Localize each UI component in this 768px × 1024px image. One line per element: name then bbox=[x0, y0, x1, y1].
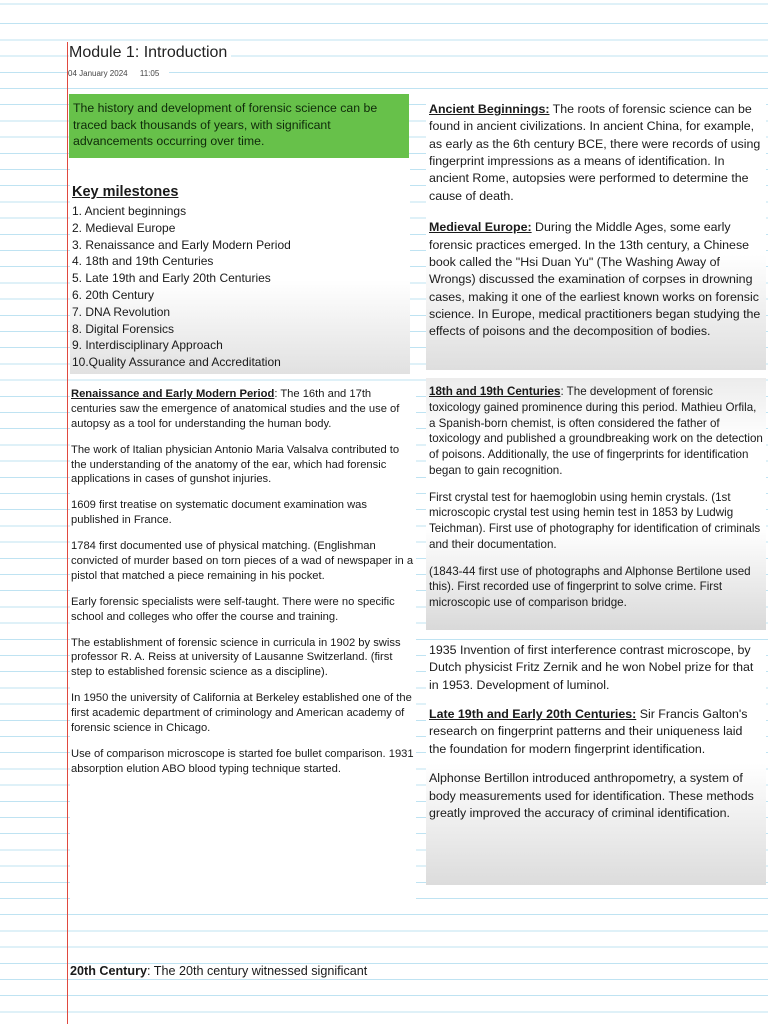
list-item: 1. Ancient beginnings bbox=[72, 204, 187, 218]
treatise-paragraph: 1609 first treatise on systematic document examination was published in France. bbox=[71, 499, 367, 527]
twentieth-heading: 20th Century bbox=[70, 964, 147, 978]
c18-paragraph bbox=[429, 384, 763, 479]
intro-highlight: The history and development of forensic science can be traced back thousands of years, with significant advancements occurring over time. bbox=[69, 94, 409, 158]
berkeley-paragraph: In 1950 the university of California at Berkeley established one of the first academic department of criminology and American academy of forensic science in Chicago. bbox=[71, 692, 412, 735]
medieval-paragraph bbox=[429, 219, 763, 341]
renaissance-paragraph bbox=[71, 387, 415, 432]
crystal-paragraph: First crystal test for haemoglobin using hemin crystals. (1st microscopic crystal test using hemin test in 1853 by Ludwig Teichman). First use of photography for identification of criminals and their documentation. bbox=[429, 490, 761, 551]
left-notes bbox=[70, 386, 416, 908]
bertilone-paragraph: (1843-44 first use of photographs and Alphonse Bertilone used this). First recorded use of fingerprint to solve crime. First microscopic use of comparison bridge. bbox=[429, 564, 751, 610]
list-item: 8. Digital Forensics bbox=[72, 321, 175, 336]
ancient-medieval-section bbox=[426, 95, 766, 370]
margin-line bbox=[67, 42, 68, 1024]
late-paragraph bbox=[429, 706, 763, 758]
c18-heading: 18th and 19th Centuries bbox=[429, 385, 561, 398]
renaissance-text: : The 16th and 17th centuries saw the emergence of anatomical studies and the use of autopsy as a tool for understanding the human body. bbox=[71, 388, 400, 430]
self-taught-paragraph: Early forensic specialists were self-taught. There were no specific school and colleges who offer the course and training. bbox=[71, 595, 395, 623]
late-heading: Late 19th and Early 20th Centuries: bbox=[429, 707, 637, 722]
list-item: 4. 18th and 19th Centuries bbox=[72, 254, 214, 269]
late-text: Sir Francis Galton's research on fingerprint patterns and their uniqueness laid the foundation for modern fingerprint identification. bbox=[429, 707, 748, 756]
list-item: 5. Late 19th and Early 20th Centuries bbox=[72, 271, 271, 286]
page-meta bbox=[68, 69, 169, 78]
milestones-section bbox=[70, 166, 410, 374]
curricula-paragraph: The establishment of forensic science in curricula in 1902 by swiss professor R. A. Reiss at university of Lausanne Switzerland. (first step to established forensic science as a discipline). bbox=[71, 636, 401, 679]
milestones-heading: Key milestones bbox=[72, 184, 179, 200]
twentieth-century-paragraph bbox=[70, 964, 410, 978]
ancient-paragraph bbox=[429, 101, 763, 205]
list-item: 9. Interdisciplinary Approach bbox=[72, 338, 223, 353]
bertillon-paragraph: Alphonse Bertillon introduced anthropometry, a system of body measurements used for identification. These methods greatly improved the accuracy of criminal identification. bbox=[429, 771, 754, 820]
list-item: 6. 20th Century bbox=[72, 287, 155, 302]
ancient-heading: Ancient Beginnings: bbox=[429, 102, 550, 116]
medieval-heading: Medieval Europe: bbox=[429, 220, 532, 235]
list-item: 7. DNA Revolution bbox=[72, 304, 171, 319]
comparison-microscope-paragraph: Use of comparison microscope is started foe bullet comparison. 1931 absorption elution ABO blood typing technique started. bbox=[71, 747, 414, 775]
renaissance-heading: Renaissance and Early Modern Period bbox=[71, 388, 275, 400]
page-date: 04 January 2024 bbox=[68, 69, 128, 78]
late-centuries-section bbox=[426, 642, 766, 885]
physical-matching-paragraph: 1784 first documented use of physical matching. (Englishman convicted of murder based on torn pieces of a wad of newspaper in a pistol that matched a piece remaining in his pocket. bbox=[71, 540, 414, 582]
page-time: 11:05 bbox=[139, 69, 160, 78]
list-item: 10.Quality Assurance and Accreditation bbox=[72, 355, 281, 370]
list-item: 2. Medieval Europe bbox=[72, 220, 176, 235]
page-title: Module 1: Introduction bbox=[69, 44, 231, 62]
twentieth-text: : The 20th century witnessed significant bbox=[146, 964, 368, 978]
valsalva-paragraph: The work of Italian physician Antonio Maria Valsalva contributed to the understanding of the anatomy of the ear, which had forensic applications in cases of gunshot injuries. bbox=[71, 443, 400, 486]
c18-text: : The development of forensic toxicology gained prominence during this period. Mathieu Orfila, a Spanish-born chemist, is often considered the father of toxicology and published a groundbreaking work on the detection of poisons. Additionally, the use of fingerprints for identification began to gain recognition. bbox=[429, 385, 763, 477]
centuries-section bbox=[426, 378, 766, 630]
zernik-paragraph: 1935 Invention of first interference contrast microscope, by Dutch physicist Fritz Zernik and he won Nobel prize for that in 1953. Development of luminol. bbox=[429, 643, 754, 692]
milestones-list bbox=[72, 203, 407, 371]
list-item: 3. Renaissance and Early Modern Period bbox=[72, 237, 291, 252]
medieval-text: During the Middle Ages, some early forensic practices emerged. In the 13th century, a Chinese book called the "Hsi Duan Yu" (The Washing Away of Wrongs) discussed the examination of corpses in drowning cases, making it one of the earliest known works on forensic science. In Europe, medical practitioners began studying the effects of poisons and the decomposition of bodies. bbox=[429, 220, 761, 339]
ancient-text: The roots of forensic science can be found in ancient civilizations. In ancient China, for example, as early as the 6th century BCE, there were records of using fingerprint impressions as a means of identification. In ancient Rome, autopsies were performed to determine the cause of death. bbox=[429, 102, 761, 203]
